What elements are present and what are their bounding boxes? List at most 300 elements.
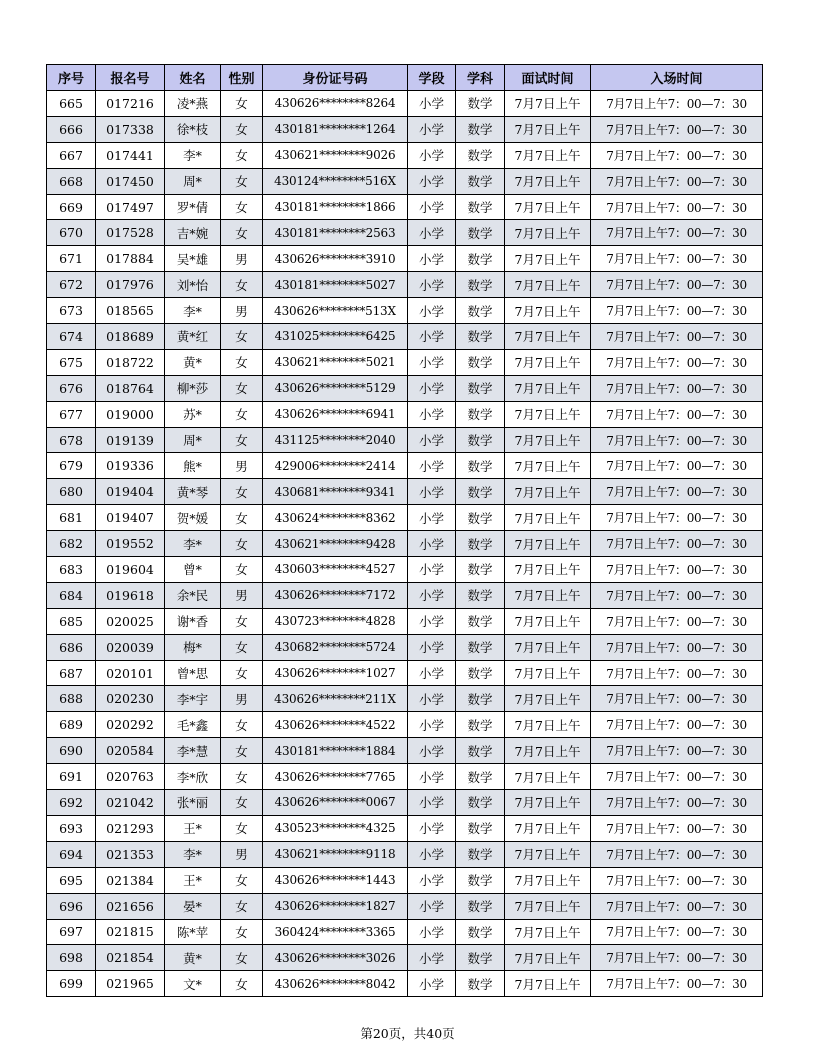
cell-interview-time: 7月7日上午 — [505, 531, 591, 557]
cell-subject: 数学 — [456, 116, 505, 142]
cell-reg-no: 019336 — [96, 453, 165, 479]
cell-subject: 数学 — [456, 841, 505, 867]
header-id-number: 身份证号码 — [263, 65, 408, 91]
cell-seq: 678 — [47, 427, 96, 453]
cell-name: 李*欣 — [165, 764, 221, 790]
cell-seq: 667 — [47, 142, 96, 168]
cell-id-number: 430181********5027 — [263, 272, 408, 298]
cell-stage: 小学 — [408, 841, 456, 867]
cell-id-number: 430621********9118 — [263, 841, 408, 867]
cell-stage: 小学 — [408, 91, 456, 117]
cell-entry-time: 7月7日上午7：00—7：30 — [591, 531, 763, 557]
cell-subject: 数学 — [456, 220, 505, 246]
cell-stage: 小学 — [408, 349, 456, 375]
cell-entry-time: 7月7日上午7：00—7：30 — [591, 971, 763, 997]
cell-seq: 691 — [47, 764, 96, 790]
cell-id-number: 430624********8362 — [263, 505, 408, 531]
cell-name: 谢*香 — [165, 608, 221, 634]
table-body — [47, 91, 763, 997]
cell-name: 吴*雄 — [165, 246, 221, 272]
cell-reg-no: 020025 — [96, 608, 165, 634]
cell-name: 文* — [165, 971, 221, 997]
cell-reg-no: 019404 — [96, 479, 165, 505]
table-row — [47, 375, 763, 401]
cell-seq: 695 — [47, 867, 96, 893]
cell-name: 曾*思 — [165, 660, 221, 686]
page-footer: 第20页，共40页 — [360, 1026, 455, 1041]
cell-gender: 女 — [221, 375, 263, 401]
cell-id-number: 430626********1443 — [263, 867, 408, 893]
cell-stage: 小学 — [408, 712, 456, 738]
table-row — [47, 91, 763, 117]
cell-seq: 681 — [47, 505, 96, 531]
cell-interview-time: 7月7日上午 — [505, 220, 591, 246]
cell-seq: 671 — [47, 246, 96, 272]
cell-gender: 女 — [221, 712, 263, 738]
cell-id-number: 430124********516X — [263, 168, 408, 194]
cell-stage: 小学 — [408, 815, 456, 841]
table-row — [47, 919, 763, 945]
cell-id-number: 430723********4828 — [263, 608, 408, 634]
table-row — [47, 971, 763, 997]
cell-stage: 小学 — [408, 867, 456, 893]
cell-reg-no: 017976 — [96, 272, 165, 298]
cell-name: 余*民 — [165, 582, 221, 608]
cell-subject: 数学 — [456, 919, 505, 945]
cell-id-number: 430603********4527 — [263, 557, 408, 583]
cell-subject: 数学 — [456, 479, 505, 505]
cell-gender: 女 — [221, 557, 263, 583]
cell-seq: 699 — [47, 971, 96, 997]
cell-interview-time: 7月7日上午 — [505, 246, 591, 272]
cell-interview-time: 7月7日上午 — [505, 349, 591, 375]
header-subject: 学科 — [456, 65, 505, 91]
cell-seq: 679 — [47, 453, 96, 479]
cell-interview-time: 7月7日上午 — [505, 867, 591, 893]
cell-seq: 676 — [47, 375, 96, 401]
cell-seq: 670 — [47, 220, 96, 246]
cell-seq: 669 — [47, 194, 96, 220]
cell-seq: 682 — [47, 531, 96, 557]
cell-reg-no: 018689 — [96, 324, 165, 350]
cell-interview-time: 7月7日上午 — [505, 660, 591, 686]
cell-reg-no: 021854 — [96, 945, 165, 971]
cell-id-number: 430181********1866 — [263, 194, 408, 220]
cell-reg-no: 017528 — [96, 220, 165, 246]
cell-stage: 小学 — [408, 324, 456, 350]
cell-entry-time: 7月7日上午7：00—7：30 — [591, 790, 763, 816]
cell-interview-time: 7月7日上午 — [505, 557, 591, 583]
cell-gender: 女 — [221, 867, 263, 893]
cell-gender: 女 — [221, 505, 263, 531]
cell-subject: 数学 — [456, 764, 505, 790]
cell-interview-time: 7月7日上午 — [505, 945, 591, 971]
cell-interview-time: 7月7日上午 — [505, 505, 591, 531]
cell-stage: 小学 — [408, 375, 456, 401]
cell-reg-no: 021384 — [96, 867, 165, 893]
cell-gender: 女 — [221, 116, 263, 142]
table-row — [47, 479, 763, 505]
cell-id-number: 430621********9026 — [263, 142, 408, 168]
cell-stage: 小学 — [408, 401, 456, 427]
cell-interview-time: 7月7日上午 — [505, 479, 591, 505]
cell-interview-time: 7月7日上午 — [505, 427, 591, 453]
table-row — [47, 505, 763, 531]
cell-entry-time: 7月7日上午7：00—7：30 — [591, 867, 763, 893]
cell-id-number: 430626********513X — [263, 298, 408, 324]
cell-subject: 数学 — [456, 660, 505, 686]
cell-id-number: 430181********2563 — [263, 220, 408, 246]
cell-subject: 数学 — [456, 324, 505, 350]
cell-id-number: 430626********3026 — [263, 945, 408, 971]
table-row — [47, 634, 763, 660]
cell-interview-time: 7月7日上午 — [505, 634, 591, 660]
cell-seq: 693 — [47, 815, 96, 841]
cell-name: 柳*莎 — [165, 375, 221, 401]
cell-entry-time: 7月7日上午7：00—7：30 — [591, 246, 763, 272]
cell-id-number: 430626********8042 — [263, 971, 408, 997]
table-row — [47, 660, 763, 686]
table-row — [47, 867, 763, 893]
cell-name: 黄*红 — [165, 324, 221, 350]
cell-subject: 数学 — [456, 893, 505, 919]
cell-gender: 女 — [221, 142, 263, 168]
cell-gender: 女 — [221, 349, 263, 375]
cell-entry-time: 7月7日上午7：00—7：30 — [591, 375, 763, 401]
cell-interview-time: 7月7日上午 — [505, 919, 591, 945]
cell-seq: 666 — [47, 116, 96, 142]
cell-reg-no: 018764 — [96, 375, 165, 401]
cell-name: 毛*鑫 — [165, 712, 221, 738]
header-row — [47, 65, 763, 91]
cell-reg-no: 017450 — [96, 168, 165, 194]
cell-gender: 女 — [221, 531, 263, 557]
cell-stage: 小学 — [408, 764, 456, 790]
cell-interview-time: 7月7日上午 — [505, 116, 591, 142]
cell-interview-time: 7月7日上午 — [505, 91, 591, 117]
cell-id-number: 430626********7765 — [263, 764, 408, 790]
header-gender: 性别 — [221, 65, 263, 91]
cell-id-number: 430626********3910 — [263, 246, 408, 272]
cell-id-number: 431025********6425 — [263, 324, 408, 350]
cell-stage: 小学 — [408, 557, 456, 583]
cell-entry-time: 7月7日上午7：00—7：30 — [591, 841, 763, 867]
cell-subject: 数学 — [456, 945, 505, 971]
cell-interview-time: 7月7日上午 — [505, 893, 591, 919]
cell-entry-time: 7月7日上午7：00—7：30 — [591, 764, 763, 790]
cell-gender: 女 — [221, 764, 263, 790]
cell-name: 黄* — [165, 349, 221, 375]
table-header — [47, 65, 763, 91]
table-row — [47, 453, 763, 479]
cell-stage: 小学 — [408, 738, 456, 764]
cell-interview-time: 7月7日上午 — [505, 841, 591, 867]
cell-stage: 小学 — [408, 919, 456, 945]
cell-gender: 女 — [221, 401, 263, 427]
cell-subject: 数学 — [456, 971, 505, 997]
table-row — [47, 893, 763, 919]
table-row — [47, 790, 763, 816]
header-stage: 学段 — [408, 65, 456, 91]
table-row — [47, 815, 763, 841]
cell-entry-time: 7月7日上午7：00—7：30 — [591, 116, 763, 142]
cell-subject: 数学 — [456, 298, 505, 324]
cell-seq: 684 — [47, 582, 96, 608]
cell-name: 陈*苹 — [165, 919, 221, 945]
cell-name: 王* — [165, 867, 221, 893]
cell-entry-time: 7月7日上午7：00—7：30 — [591, 479, 763, 505]
header-name: 姓名 — [165, 65, 221, 91]
cell-gender: 女 — [221, 945, 263, 971]
cell-interview-time: 7月7日上午 — [505, 738, 591, 764]
candidate-table-container — [46, 64, 763, 997]
cell-seq: 685 — [47, 608, 96, 634]
cell-seq: 668 — [47, 168, 96, 194]
cell-entry-time: 7月7日上午7：00—7：30 — [591, 298, 763, 324]
cell-stage: 小学 — [408, 298, 456, 324]
cell-stage: 小学 — [408, 142, 456, 168]
cell-entry-time: 7月7日上午7：00—7：30 — [591, 945, 763, 971]
cell-entry-time: 7月7日上午7：00—7：30 — [591, 712, 763, 738]
cell-id-number: 430626********8264 — [263, 91, 408, 117]
cell-name: 罗*倩 — [165, 194, 221, 220]
cell-stage: 小学 — [408, 531, 456, 557]
cell-seq: 680 — [47, 479, 96, 505]
cell-subject: 数学 — [456, 194, 505, 220]
cell-subject: 数学 — [456, 142, 505, 168]
cell-reg-no: 020584 — [96, 738, 165, 764]
cell-reg-no: 020292 — [96, 712, 165, 738]
cell-subject: 数学 — [456, 401, 505, 427]
cell-entry-time: 7月7日上午7：00—7：30 — [591, 608, 763, 634]
cell-reg-no: 020230 — [96, 686, 165, 712]
cell-gender: 女 — [221, 220, 263, 246]
cell-interview-time: 7月7日上午 — [505, 168, 591, 194]
cell-stage: 小学 — [408, 790, 456, 816]
candidate-table — [46, 64, 763, 997]
cell-reg-no: 019000 — [96, 401, 165, 427]
cell-interview-time: 7月7日上午 — [505, 142, 591, 168]
cell-interview-time: 7月7日上午 — [505, 971, 591, 997]
cell-interview-time: 7月7日上午 — [505, 194, 591, 220]
cell-id-number: 430626********211X — [263, 686, 408, 712]
cell-entry-time: 7月7日上午7：00—7：30 — [591, 168, 763, 194]
cell-entry-time: 7月7日上午7：00—7：30 — [591, 505, 763, 531]
cell-gender: 女 — [221, 427, 263, 453]
cell-name: 李*宇 — [165, 686, 221, 712]
cell-interview-time: 7月7日上午 — [505, 582, 591, 608]
cell-name: 刘*怡 — [165, 272, 221, 298]
cell-id-number: 430626********7172 — [263, 582, 408, 608]
cell-id-number: 430621********5021 — [263, 349, 408, 375]
cell-seq: 692 — [47, 790, 96, 816]
cell-reg-no: 021042 — [96, 790, 165, 816]
cell-stage: 小学 — [408, 660, 456, 686]
cell-id-number: 430621********9428 — [263, 531, 408, 557]
cell-subject: 数学 — [456, 790, 505, 816]
cell-entry-time: 7月7日上午7：00—7：30 — [591, 660, 763, 686]
cell-name: 李* — [165, 531, 221, 557]
cell-reg-no: 019604 — [96, 557, 165, 583]
cell-stage: 小学 — [408, 479, 456, 505]
header-seq: 序号 — [47, 65, 96, 91]
table-row — [47, 194, 763, 220]
cell-name: 李* — [165, 841, 221, 867]
cell-reg-no: 018722 — [96, 349, 165, 375]
cell-subject: 数学 — [456, 582, 505, 608]
cell-gender: 男 — [221, 841, 263, 867]
cell-subject: 数学 — [456, 686, 505, 712]
table-row — [47, 427, 763, 453]
cell-subject: 数学 — [456, 815, 505, 841]
cell-seq: 690 — [47, 738, 96, 764]
cell-id-number: 431125********2040 — [263, 427, 408, 453]
cell-reg-no: 020101 — [96, 660, 165, 686]
table-row — [47, 582, 763, 608]
cell-name: 梅* — [165, 634, 221, 660]
cell-entry-time: 7月7日上午7：00—7：30 — [591, 815, 763, 841]
cell-interview-time: 7月7日上午 — [505, 324, 591, 350]
cell-subject: 数学 — [456, 375, 505, 401]
cell-gender: 女 — [221, 272, 263, 298]
cell-subject: 数学 — [456, 453, 505, 479]
cell-seq: 688 — [47, 686, 96, 712]
cell-reg-no: 021965 — [96, 971, 165, 997]
table-row — [47, 324, 763, 350]
cell-interview-time: 7月7日上午 — [505, 401, 591, 427]
cell-entry-time: 7月7日上午7：00—7：30 — [591, 686, 763, 712]
cell-reg-no: 017216 — [96, 91, 165, 117]
cell-subject: 数学 — [456, 867, 505, 893]
cell-reg-no: 019618 — [96, 582, 165, 608]
cell-interview-time: 7月7日上午 — [505, 764, 591, 790]
cell-id-number: 430181********1884 — [263, 738, 408, 764]
cell-stage: 小学 — [408, 945, 456, 971]
cell-reg-no: 020039 — [96, 634, 165, 660]
cell-seq: 697 — [47, 919, 96, 945]
cell-stage: 小学 — [408, 971, 456, 997]
table-row — [47, 738, 763, 764]
cell-reg-no: 019139 — [96, 427, 165, 453]
cell-seq: 687 — [47, 660, 96, 686]
cell-gender: 男 — [221, 246, 263, 272]
table-row — [47, 608, 763, 634]
header-entry-time: 入场时间 — [591, 65, 763, 91]
cell-gender: 男 — [221, 298, 263, 324]
cell-gender: 女 — [221, 608, 263, 634]
cell-subject: 数学 — [456, 712, 505, 738]
cell-id-number: 430523********4325 — [263, 815, 408, 841]
cell-reg-no: 019407 — [96, 505, 165, 531]
cell-interview-time: 7月7日上午 — [505, 608, 591, 634]
cell-stage: 小学 — [408, 168, 456, 194]
cell-name: 徐*枝 — [165, 116, 221, 142]
table-row — [47, 841, 763, 867]
cell-interview-time: 7月7日上午 — [505, 815, 591, 841]
cell-name: 李* — [165, 298, 221, 324]
cell-gender: 女 — [221, 790, 263, 816]
cell-id-number: 430626********6941 — [263, 401, 408, 427]
cell-stage: 小学 — [408, 893, 456, 919]
cell-gender: 女 — [221, 738, 263, 764]
table-row — [47, 349, 763, 375]
cell-interview-time: 7月7日上午 — [505, 790, 591, 816]
table-row — [47, 220, 763, 246]
cell-stage: 小学 — [408, 634, 456, 660]
table-row — [47, 764, 763, 790]
cell-interview-time: 7月7日上午 — [505, 272, 591, 298]
cell-entry-time: 7月7日上午7：00—7：30 — [591, 453, 763, 479]
cell-subject: 数学 — [456, 505, 505, 531]
cell-name: 贺*媛 — [165, 505, 221, 531]
cell-reg-no: 017441 — [96, 142, 165, 168]
cell-name: 凌*燕 — [165, 91, 221, 117]
cell-entry-time: 7月7日上午7：00—7：30 — [591, 324, 763, 350]
cell-id-number: 360424********3365 — [263, 919, 408, 945]
cell-subject: 数学 — [456, 272, 505, 298]
cell-entry-time: 7月7日上午7：00—7：30 — [591, 582, 763, 608]
header-reg-no: 报名号 — [96, 65, 165, 91]
cell-gender: 女 — [221, 893, 263, 919]
cell-entry-time: 7月7日上午7：00—7：30 — [591, 194, 763, 220]
cell-reg-no: 017497 — [96, 194, 165, 220]
cell-interview-time: 7月7日上午 — [505, 298, 591, 324]
cell-interview-time: 7月7日上午 — [505, 453, 591, 479]
table-row — [47, 168, 763, 194]
cell-subject: 数学 — [456, 427, 505, 453]
cell-name: 周* — [165, 168, 221, 194]
cell-seq: 673 — [47, 298, 96, 324]
cell-seq: 675 — [47, 349, 96, 375]
cell-name: 曾* — [165, 557, 221, 583]
cell-subject: 数学 — [456, 608, 505, 634]
cell-stage: 小学 — [408, 427, 456, 453]
cell-entry-time: 7月7日上午7：00—7：30 — [591, 919, 763, 945]
cell-interview-time: 7月7日上午 — [505, 686, 591, 712]
cell-subject: 数学 — [456, 738, 505, 764]
cell-entry-time: 7月7日上午7：00—7：30 — [591, 893, 763, 919]
table-row — [47, 686, 763, 712]
cell-name: 李*慧 — [165, 738, 221, 764]
cell-reg-no: 021656 — [96, 893, 165, 919]
cell-name: 晏* — [165, 893, 221, 919]
cell-reg-no: 017884 — [96, 246, 165, 272]
cell-entry-time: 7月7日上午7：00—7：30 — [591, 738, 763, 764]
cell-seq: 683 — [47, 557, 96, 583]
table-row — [47, 116, 763, 142]
cell-reg-no: 020763 — [96, 764, 165, 790]
cell-seq: 696 — [47, 893, 96, 919]
cell-subject: 数学 — [456, 557, 505, 583]
cell-id-number: 430181********1264 — [263, 116, 408, 142]
cell-gender: 男 — [221, 453, 263, 479]
cell-id-number: 430626********5129 — [263, 375, 408, 401]
cell-gender: 女 — [221, 815, 263, 841]
cell-id-number: 430681********9341 — [263, 479, 408, 505]
cell-reg-no: 017338 — [96, 116, 165, 142]
cell-seq: 672 — [47, 272, 96, 298]
cell-name: 李* — [165, 142, 221, 168]
cell-entry-time: 7月7日上午7：00—7：30 — [591, 349, 763, 375]
cell-name: 周* — [165, 427, 221, 453]
cell-stage: 小学 — [408, 272, 456, 298]
cell-gender: 女 — [221, 479, 263, 505]
cell-subject: 数学 — [456, 531, 505, 557]
cell-id-number: 430682********5724 — [263, 634, 408, 660]
cell-gender: 女 — [221, 971, 263, 997]
cell-name: 苏* — [165, 401, 221, 427]
cell-stage: 小学 — [408, 220, 456, 246]
